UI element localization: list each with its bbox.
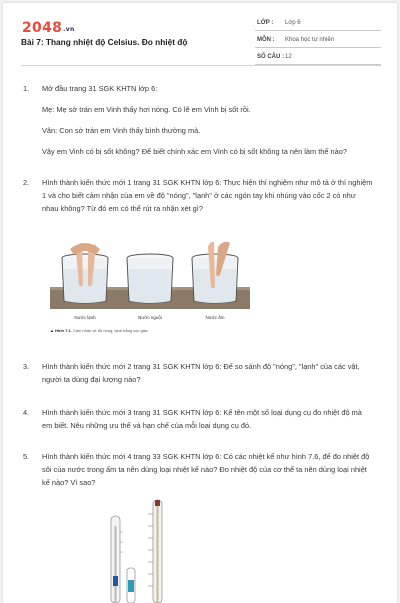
header-divider (21, 65, 381, 66)
meta-key: MÔN : (257, 37, 275, 43)
question-1 (23, 82, 373, 166)
figure-caption-text: Cảm nhận về độ nóng, lạnh bằng xúc giác (71, 328, 148, 333)
beaker-label: Nước lạnh (74, 315, 96, 320)
question-2 (23, 176, 373, 223)
meta-value: 12 (285, 54, 292, 60)
logo-domain: .vn (63, 26, 75, 33)
meta-row-class (255, 17, 381, 31)
question-body (42, 360, 373, 386)
question-body (42, 176, 373, 215)
meta-row-count (255, 51, 381, 65)
meta-row-subject (255, 34, 381, 48)
question-number: 3. (23, 362, 30, 371)
beaker-label: Nước ấm (205, 315, 225, 320)
meta-value: Khoa học tự nhiên (285, 37, 335, 43)
thermometers-figure (103, 496, 183, 603)
question-text: Hình thành kiến thức mới 4 trang 33 SGK KHTN lớp 6: Có các nhiệt kế như hình 7.6, để đo nhiệt độ sôi của nước trong ấm ta nên dùng loại nhiệt kế nào? Đo nhiệt độ của cơ thể ta nên dùng loại nhiệt kế nào? Vì sao? (42, 452, 370, 487)
question-body (42, 82, 373, 158)
beaker-cold (62, 243, 108, 303)
thermometer-icon (148, 500, 162, 603)
question-3 (23, 360, 373, 394)
figure-caption (50, 328, 148, 333)
lesson-title: Bài 7: Thang nhiệt độ Celsius. Đo nhiệt độ (21, 37, 188, 47)
question-5 (23, 450, 373, 497)
question-body (42, 450, 373, 489)
question-number: 2. (23, 178, 30, 187)
meta-key: LỚP : (257, 20, 274, 26)
question-body (42, 406, 373, 432)
beaker-warm (192, 242, 238, 303)
worksheet-page (3, 3, 397, 603)
logo-number: 2048 (22, 20, 63, 36)
site-logo[interactable] (22, 20, 75, 36)
question-text: Vân: Con sờ trán em Vinh thấy bình thường mà. (42, 126, 201, 135)
meta-table (255, 17, 381, 68)
thermometer-icon (111, 516, 123, 603)
question-text: Mở đầu trang 31 SGK KHTN lớp 6: (42, 84, 158, 93)
question-number: 4. (23, 408, 30, 417)
beaker-lukewarm (127, 254, 173, 303)
meta-key: SỐ CÂU : (257, 54, 284, 60)
experiment-figure (50, 225, 250, 337)
beaker-label: Nước nguội (138, 315, 162, 320)
question-text: Mẹ: Mẹ sờ trán em Vinh thấy hơi nóng. Có lẽ em Vinh bị sốt rồi. (42, 105, 251, 114)
question-text: Hình thành kiến thức mới 3 trang 31 SGK KHTN lớp 6: Kể tên một số loại dụng cụ đo nhiệt độ mà em biết. Nêu những ưu thế và hạn chế của mỗi loại dụng cụ đó. (42, 408, 362, 430)
thermometer-icon (127, 568, 135, 603)
question-4 (23, 406, 373, 440)
question-text: Hình thành kiến thức mới 2 trang 31 SGK KHTN lớp 6: Để so sánh độ "nóng", "lạnh" của các vật, người ta dùng đại lượng nào? (42, 362, 360, 384)
question-number: 5. (23, 452, 30, 461)
question-text: Vậy em Vinh có bị sốt không? Để biết chính xác em Vinh có bị sốt không ta nên làm thế nào? (42, 147, 347, 156)
question-text: Hình thành kiến thức mới 1 trang 31 SGK KHTN lớp 6: Thực hiện thí nghiệm như mô tả ở thí nghiệm 1 và cho biết cảm nhận của em về độ "nóng", "lạnh" ở các ngón tay khi nhúng vào cốc 2 có như nhau không? Từ đó em có thể rút ra nhận xét gì? (42, 178, 373, 213)
figure-caption-number: ▲ Hình 7.1. (50, 328, 72, 333)
meta-value: Lớp 6 (285, 20, 301, 26)
question-number: 1. (23, 84, 30, 93)
